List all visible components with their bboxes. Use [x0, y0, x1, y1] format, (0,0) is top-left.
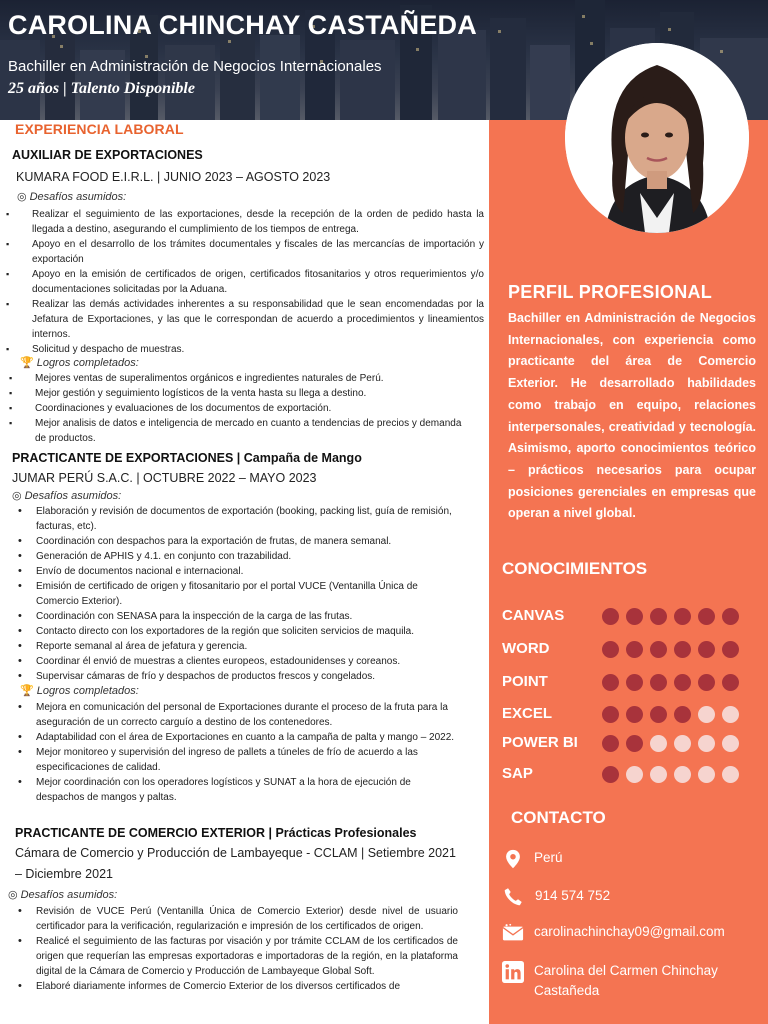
list-item: • Realicé el seguimiento de las facturas por visación y por trámite CCLAM de los certificados de origen que requerían las empresas exportadoras e importadoras de la región, en la plataforma digital de la Cámara de Comercio y Producción de Lambayeque Global Soft.	[36, 934, 458, 979]
job-3-challenges-label-text: Desafíos asumidos:	[20, 889, 118, 901]
skill-dot-filled	[626, 674, 643, 691]
phone-icon	[502, 886, 524, 908]
skill-dot-empty	[674, 766, 691, 783]
skill-dot-empty	[650, 735, 667, 752]
job-2-company: JUMAR PERÚ S.A.C. | OCTUBRE 2022 – MAYO 2023	[12, 471, 317, 485]
list-item: • Coordinación con despachos para la exportación de frutas, de manera semanal.	[36, 534, 456, 549]
candidate-name: CAROLINA CHINCHAY CASTAÑEDA	[8, 10, 477, 40]
skill-dot-empty	[698, 706, 715, 723]
skill-dot-filled	[602, 674, 619, 691]
list-item: ▪ Realizar las demás actividades inherentes a su responsabilidad que le sean encomendadas por la Jefatura de Exportaciones, y las que le correspondan de acuerdo a procedimientos y lineamientos internos.	[32, 297, 484, 342]
job-3-challenges-list	[36, 904, 458, 994]
target-icon: ◎	[12, 490, 22, 502]
skill-name: SAP	[502, 765, 533, 782]
skill-name: POWER BI	[502, 734, 578, 751]
job-3-challenges-label	[8, 888, 117, 901]
list-item: • Emisión de certificado de origen y fitosanitario por el portal VUCE (Ventanilla Única de Comercio Exterior).	[36, 579, 456, 609]
location-pin-icon	[502, 848, 524, 870]
list-item: ▪ Mejor gestión y seguimiento logísticos de la venta hasta su llega a destino.	[35, 386, 465, 401]
trophy-icon: 🏆	[20, 685, 34, 697]
job-1-challenges-list	[32, 207, 484, 357]
job-1-company: KUMARA FOOD E.I.R.L. | JUNIO 2023 – AGOSTO 2023	[16, 170, 331, 184]
skill-dot-filled	[698, 608, 715, 625]
skill-dot-filled	[674, 641, 691, 658]
skill-dot-filled	[650, 641, 667, 658]
skill-dot-empty	[674, 735, 691, 752]
skill-dot-filled	[722, 608, 739, 625]
skill-row	[502, 705, 752, 725]
job-1-challenges-label-text: Desafíos asumidos:	[29, 191, 127, 203]
skill-dot-filled	[602, 706, 619, 723]
job-2-achievements-label	[20, 684, 139, 697]
skill-dot-filled	[650, 674, 667, 691]
job-1-achievements-label	[20, 356, 139, 369]
skill-dot-filled	[722, 641, 739, 658]
list-item: • Elaboración y revisión de documentos de exportación (booking, packing list, guía de remisión, facturas, etc).	[36, 504, 456, 534]
skill-dot-filled	[626, 608, 643, 625]
list-item: ▪ Mejor analisis de datos e inteligencia de mercado en cuanto a tendencias de precios y demanda de productos.	[35, 416, 465, 446]
list-item: ▪ Solicitud y despacho de muestras.	[32, 342, 484, 357]
skill-dot-filled	[602, 608, 619, 625]
skill-row	[502, 640, 752, 660]
list-item: ▪ Apoyo en el desarrollo de los trámites documentales y fiscales de las mercancías de importación y exportación	[32, 237, 484, 267]
list-item: ▪ Mejores ventas de superalimentos orgánicos e ingredientes naturales de Perú.	[35, 371, 465, 386]
linkedin-line-1: Carolina del Carmen Chinchay	[534, 963, 718, 978]
job-1-title: AUXILIAR DE EXPORTACIONES	[12, 148, 203, 162]
list-item: • Coordinar él envió de muestras a clientes europeos, estadounidenses y coreanos.	[36, 654, 456, 669]
job-2-achievements-list	[36, 700, 458, 805]
list-item: • Envío de documentos nacional e internacional.	[36, 564, 456, 579]
profile-section-title: PERFIL PROFESIONAL	[508, 282, 713, 302]
phone-text[interactable]: 914 574 752	[535, 888, 611, 903]
skill-row	[502, 673, 752, 693]
list-item: ▪ Apoyo en la emisión de certificados de origen, certificados fitosanitarios y otros requerimientos y/o documentaciones solicitadas por la Aduana.	[32, 267, 484, 297]
job-2-challenges-list	[36, 504, 456, 684]
profile-summary: Bachiller en Administración de Negocios Internacionales, con experiencia como practicante del área de Comercio Exterior. He desarrollado habilidades como trabajo en equipo, relaciones interpersonales, creatividad y tecnología. Asimismo, aporto conocimientos teórico – prácticos necesarios para ocupar posiciones gerenciales en empresas que operan a nivel global.	[508, 311, 756, 521]
skill-dot-empty	[698, 766, 715, 783]
list-item: • Adaptabilidad con el área de Exportaciones en cuanto a la campaña de palta y mango – 2022.	[36, 730, 458, 745]
skill-name: POINT	[502, 673, 548, 690]
list-item: • Generación de APHIS y 4.1. en conjunto con trazabilidad.	[36, 549, 456, 564]
job-2-challenges-label-text: Desafíos asumidos:	[24, 490, 122, 502]
skill-dot-filled	[602, 766, 619, 783]
skill-dot-filled	[626, 706, 643, 723]
skill-dot-empty	[626, 766, 643, 783]
job-2-challenges-label	[12, 489, 121, 502]
skill-row	[502, 765, 752, 785]
skill-name: WORD	[502, 640, 550, 657]
list-item: • Mejora en comunicación del personal de Exportaciones durante el proceso de la fruta para la aseguración de un correcto carguío a destino de los contenedores.	[36, 700, 458, 730]
linkedin-text[interactable]	[534, 961, 718, 1001]
skill-dot-filled	[626, 735, 643, 752]
list-item: ▪ Coordinaciones y evaluaciones de los documentos de exportación.	[35, 401, 465, 416]
skill-name: CANVAS	[502, 607, 565, 624]
list-item: • Reporte semanal al área de jefatura y gerencia.	[36, 639, 456, 654]
skill-dot-empty	[698, 735, 715, 752]
skill-dot-filled	[650, 706, 667, 723]
list-item: ▪ Realizar el seguimiento de las exportaciones, desde la recepción de la orden de pedido hasta la llegada a destino, asegurando el cumplimiento de los tiempos de entrega.	[32, 207, 484, 237]
skill-dot-filled	[698, 674, 715, 691]
skill-dot-empty	[722, 706, 739, 723]
list-item: • Mejor coordinación con los operadores logísticos y SUNAT a la hora de ejecución de despachos de mangos y paltas.	[36, 775, 458, 805]
job-2-title: PRACTICANTE DE EXPORTACIONES | Campaña de Mango	[12, 451, 362, 465]
location-text: Perú	[534, 850, 563, 865]
target-icon: ◎	[8, 889, 18, 901]
list-item: • Mejor monitoreo y supervisión del ingreso de pallets a túneles de frío de acuerdo a las especificaciones de calidad.	[36, 745, 458, 775]
candidate-tagline: 25 años | Talento Disponible	[8, 80, 195, 97]
experience-section-title: EXPERIENCIA LABORAL	[15, 121, 184, 137]
skill-dot-filled	[674, 674, 691, 691]
job-1-achievements-label-text: Logros completados:	[36, 357, 139, 369]
list-item: • Revisión de VUCE Perú (Ventanilla Única de Comercio Exterior) desde nivel de usuario certificador para la verificación, regularización e impresión de los certificados de origen.	[36, 904, 458, 934]
list-item: • Contacto directo con los exportadores de la región que soliciten servicios de maquila.	[36, 624, 456, 639]
linkedin-icon	[502, 961, 524, 983]
skill-dot-filled	[698, 641, 715, 658]
target-icon: ◎	[17, 191, 27, 203]
skill-dot-empty	[722, 766, 739, 783]
skill-dot-filled	[650, 608, 667, 625]
skill-dot-filled	[674, 706, 691, 723]
skill-row	[502, 734, 752, 754]
profile-photo	[565, 43, 749, 233]
job-3-company-line-1: Cámara de Comercio y Producción de Lambayeque - CCLAM | Setiembre 2021	[15, 846, 456, 860]
linkedin-line-2: Castañeda	[534, 983, 600, 998]
contact-section-title: CONTACTO	[511, 808, 606, 827]
email-text[interactable]: carolinachinchay09@gmail.com	[534, 924, 725, 939]
skill-dot-filled	[722, 674, 739, 691]
job-2-achievements-label-text: Logros completados:	[36, 685, 139, 697]
list-item: • Elaboré diariamente informes de Comercio Exterior de los diversos certificados de	[36, 979, 458, 994]
job-1-achievements-list	[35, 371, 465, 446]
skill-dot-filled	[626, 641, 643, 658]
skill-name: EXCEL	[502, 705, 553, 722]
skill-row	[502, 607, 752, 627]
skills-section-title: CONOCIMIENTOS	[502, 559, 648, 578]
skill-dot-filled	[602, 641, 619, 658]
trophy-icon: 🏆	[20, 357, 34, 369]
skill-dot-empty	[722, 735, 739, 752]
skill-dot-filled	[602, 735, 619, 752]
skill-dot-filled	[674, 608, 691, 625]
list-item: • Supervisar cámaras de frío y despachos de productos frescos y congelados.	[36, 669, 456, 684]
job-3-company-line-2: – Diciembre 2021	[15, 867, 113, 881]
email-icon	[502, 922, 524, 944]
skill-dot-empty	[650, 766, 667, 783]
candidate-degree: Bachiller en Administración de Negocios Internacionales	[8, 58, 382, 75]
job-3-title: PRACTICANTE DE COMERCIO EXTERIOR | Prácticas Profesionales	[15, 826, 417, 840]
job-1-challenges-label	[17, 190, 126, 203]
list-item: • Coordinación con SENASA para la inspección de la carga de las frutas.	[36, 609, 456, 624]
